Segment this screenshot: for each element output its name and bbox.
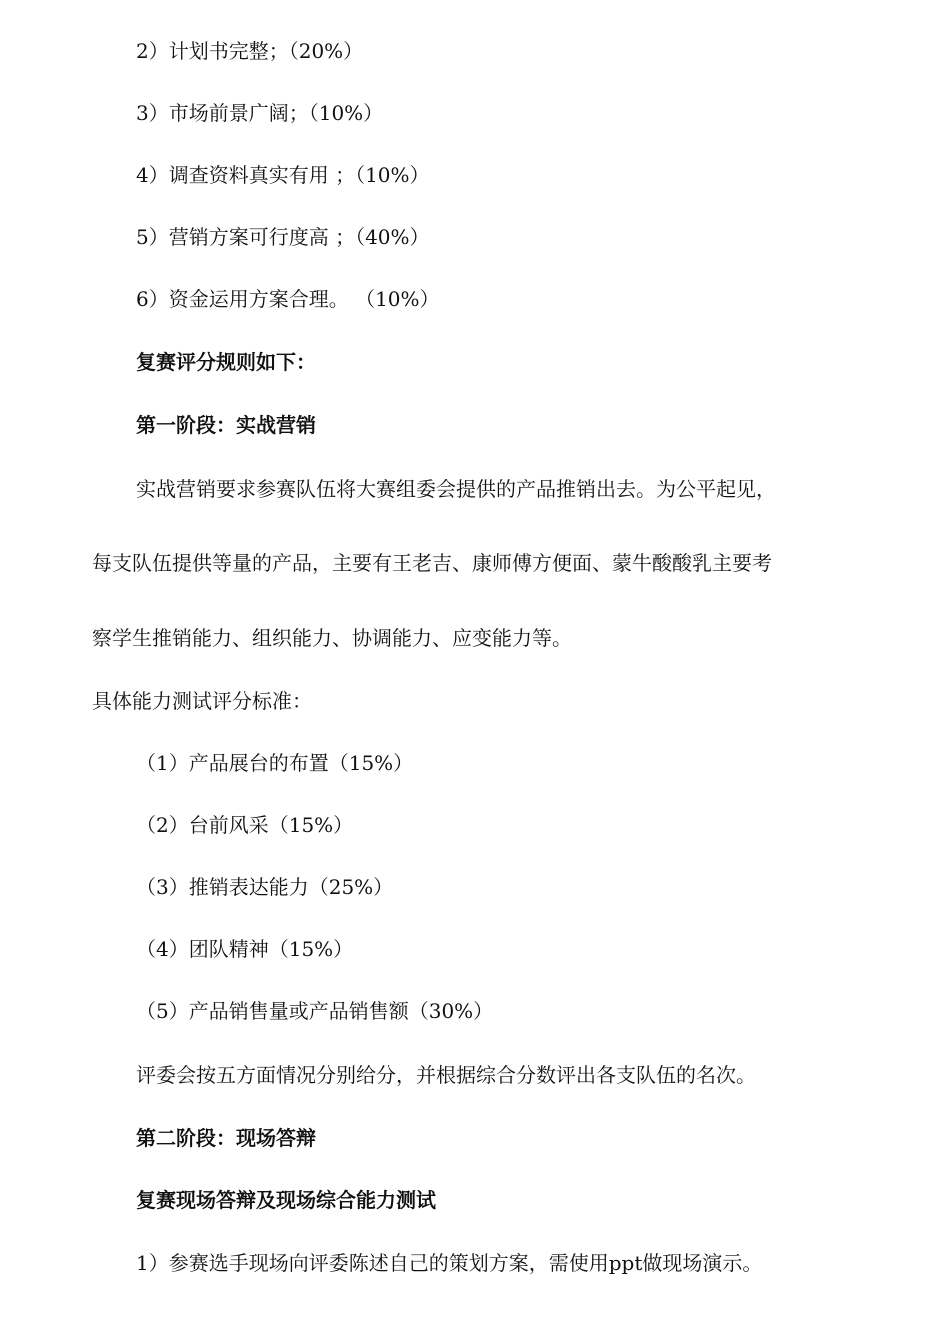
paragraph-stage-one-line-1: 实战营销要求参赛队伍将大赛组委会提供的产品推销出去。为公平起见， xyxy=(136,477,776,501)
criterion-market-prospect: 3）市场前景广阔；（10%） xyxy=(136,101,384,125)
criterion-fund-usage: 6）资金运用方案合理。 （10%） xyxy=(136,287,440,311)
score-item-sales-expression: （3）推销表达能力（25%） xyxy=(136,875,394,899)
criterion-marketing-feasibility: 5）营销方案可行度高 ；（40%） xyxy=(136,225,430,249)
score-item-sales-volume: （5）产品销售量或产品销售额（30%） xyxy=(136,999,494,1023)
criterion-survey-data: 4）调查资料真实有用 ；（10%） xyxy=(136,163,430,187)
paragraph-stage-one-line-3: 察学生推销能力、组织能力、协调能力、应变能力等。 xyxy=(92,626,572,650)
paragraph-ranking: 评委会按五方面情况分别给分，并根据综合分数评出各支队伍的名次。 xyxy=(136,1063,756,1087)
paragraph-stage-one-line-2: 每支队伍提供等量的产品，主要有王老吉、康师傅方便面、蒙牛酸酸乳主要考 xyxy=(92,551,772,575)
paragraph-defense-presentation: 1）参赛选手现场向评委陈述自己的策划方案，需使用ppt做现场演示。 xyxy=(136,1251,763,1275)
heading-semifinal-rules: 复赛评分规则如下： xyxy=(136,350,316,374)
heading-stage-two: 第二阶段：现场答辩 xyxy=(136,1126,316,1150)
heading-defense-test: 复赛现场答辩及现场综合能力测试 xyxy=(136,1188,436,1212)
score-item-stage-presence: （2）台前风采（15%） xyxy=(136,813,354,837)
label-ability-test-criteria: 具体能力测试评分标准： xyxy=(92,689,312,713)
criterion-plan-complete: 2）计划书完整；（20%） xyxy=(136,39,364,63)
score-item-booth-layout: （1）产品展台的布置（15%） xyxy=(136,751,414,775)
score-item-team-spirit: （4）团队精神（15%） xyxy=(136,937,354,961)
heading-stage-one: 第一阶段：实战营销 xyxy=(136,413,316,437)
